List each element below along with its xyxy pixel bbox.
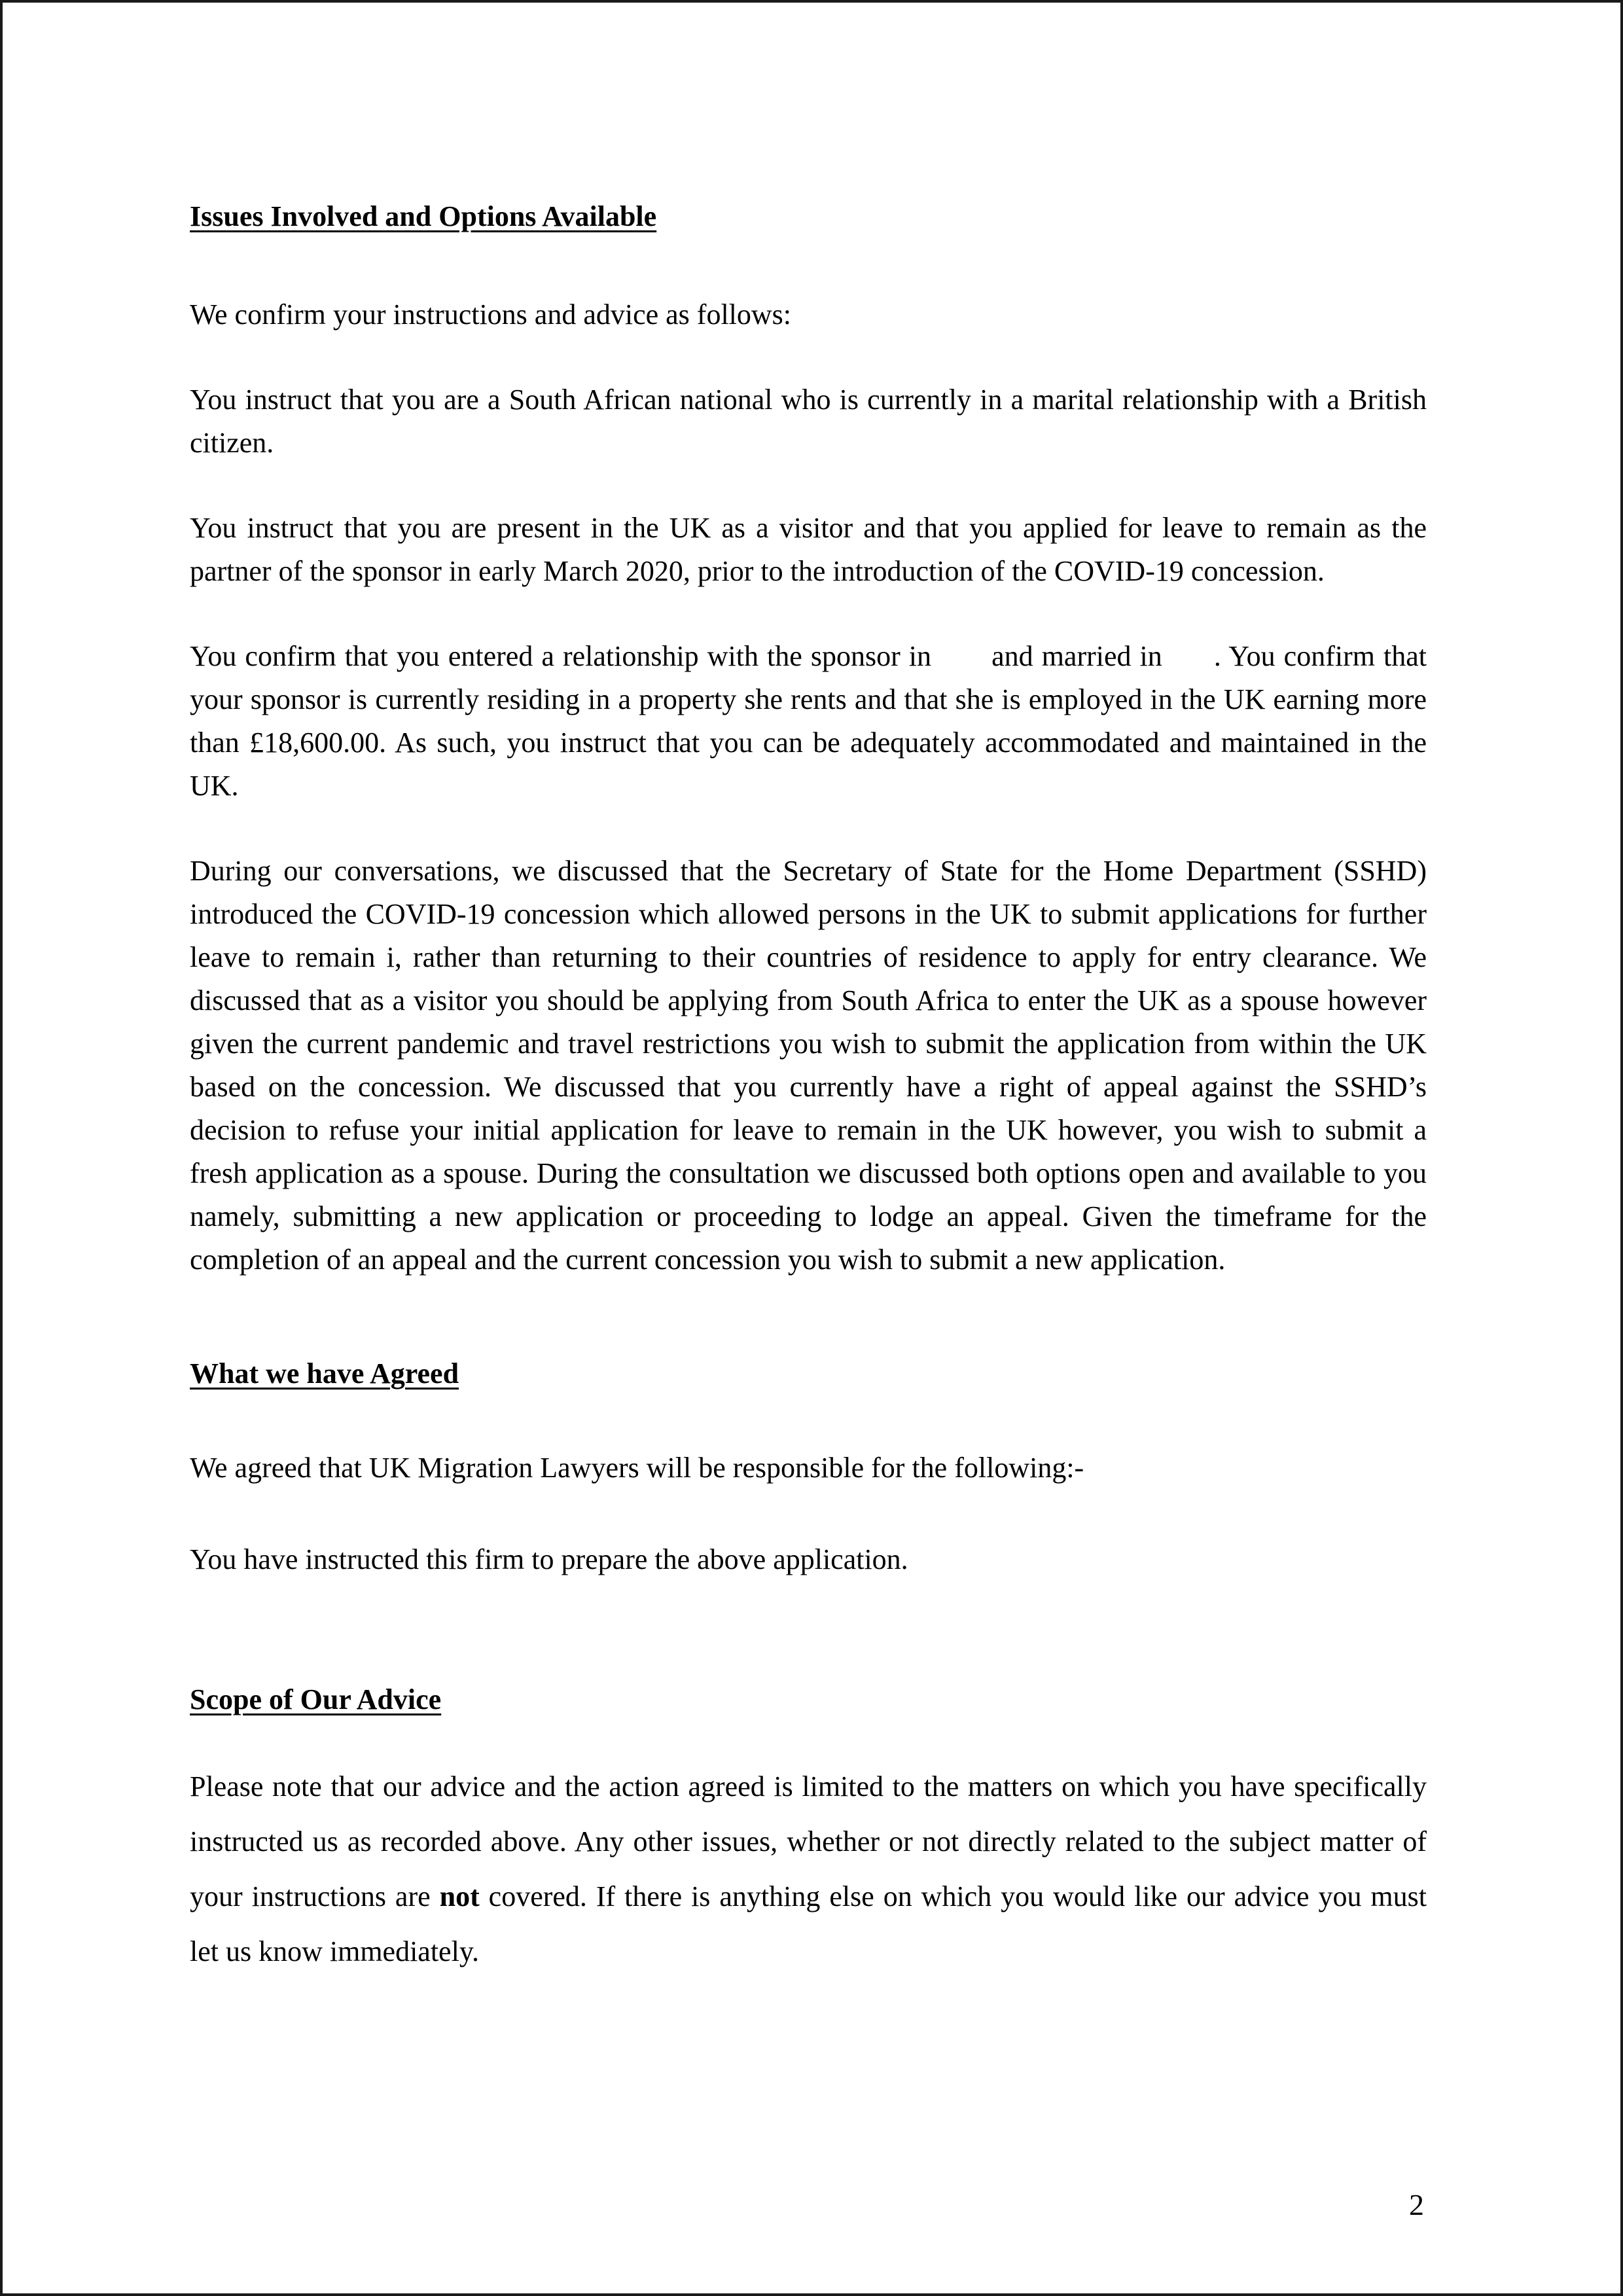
section-heading-agreed: What we have Agreed [190, 1357, 459, 1390]
paragraph-intro: We confirm your instructions and advice as follows: [190, 298, 792, 331]
scope-text-before: Please note that our advice and the action agreed is limited to the matters on which you have specifically instructed us as recorded above. Any other issues, whether or not directly related to the subject matter of your instructions are [190, 1770, 1427, 1912]
paragraph-agreed-responsible: We agreed that UK Migration Lawyers will be responsible for the following:- [190, 1452, 1084, 1484]
section-heading-scope: Scope of Our Advice [190, 1683, 442, 1715]
paragraph-relationship: You confirm that you entered a relationship with the sponsor in and married in . You confirm that your sponsor is currently residing in a property she rents and that she is employed in the UK earning more than £18,600.00. As such, you instruct that you can be adequately accommodated and maintained in the UK. [190, 640, 1427, 802]
paragraph-conversations: During our conversations, we discussed that the Secretary of State for the Home Department (SSHD) introduced the COVID-19 concession which allowed persons in the UK to submit applications for further leave to remain i, rather than returning to their countries of residence to apply for entry clearance. We discussed that as a visitor you should be applying from South Africa to enter the UK as a spouse however given the current pandemic and travel restrictions you wish to submit the application from within the UK based on the concession. We discussed that you currently have a right of appeal against the SSHD’s decision to refuse your initial application for leave to remain in the UK however, you wish to submit a fresh application as a spouse. During the consultation we discussed both options open and available to you namely, submitting a new application or proceeding to lodge an appeal. Given the timeframe for the completion of an appeal and the current concession you wish to submit a new application. [190, 855, 1427, 1276]
page-number: 2 [1409, 2188, 1424, 2221]
paragraph-scope [190, 1759, 1427, 1979]
paragraph-visitor-status: You instruct that you are present in the UK as a visitor and that you applied for leave to remain as the partner of the sponsor in early March 2020, prior to the introduction of the COVID-19 concession. [190, 512, 1427, 587]
section-heading-issues: Issues Involved and Options Available [190, 200, 657, 232]
scope-text-not: not [439, 1880, 480, 1912]
scope-text-after: covered. If there is anything else on which you would like our advice you must let us know immediately. [190, 1880, 1427, 1967]
paragraph-nationality: You instruct that you are a South African national who is currently in a marital relationship with a British citizen. [190, 384, 1427, 459]
paragraph-agreed-instructed: You have instructed this firm to prepare the above application. [190, 1543, 908, 1575]
